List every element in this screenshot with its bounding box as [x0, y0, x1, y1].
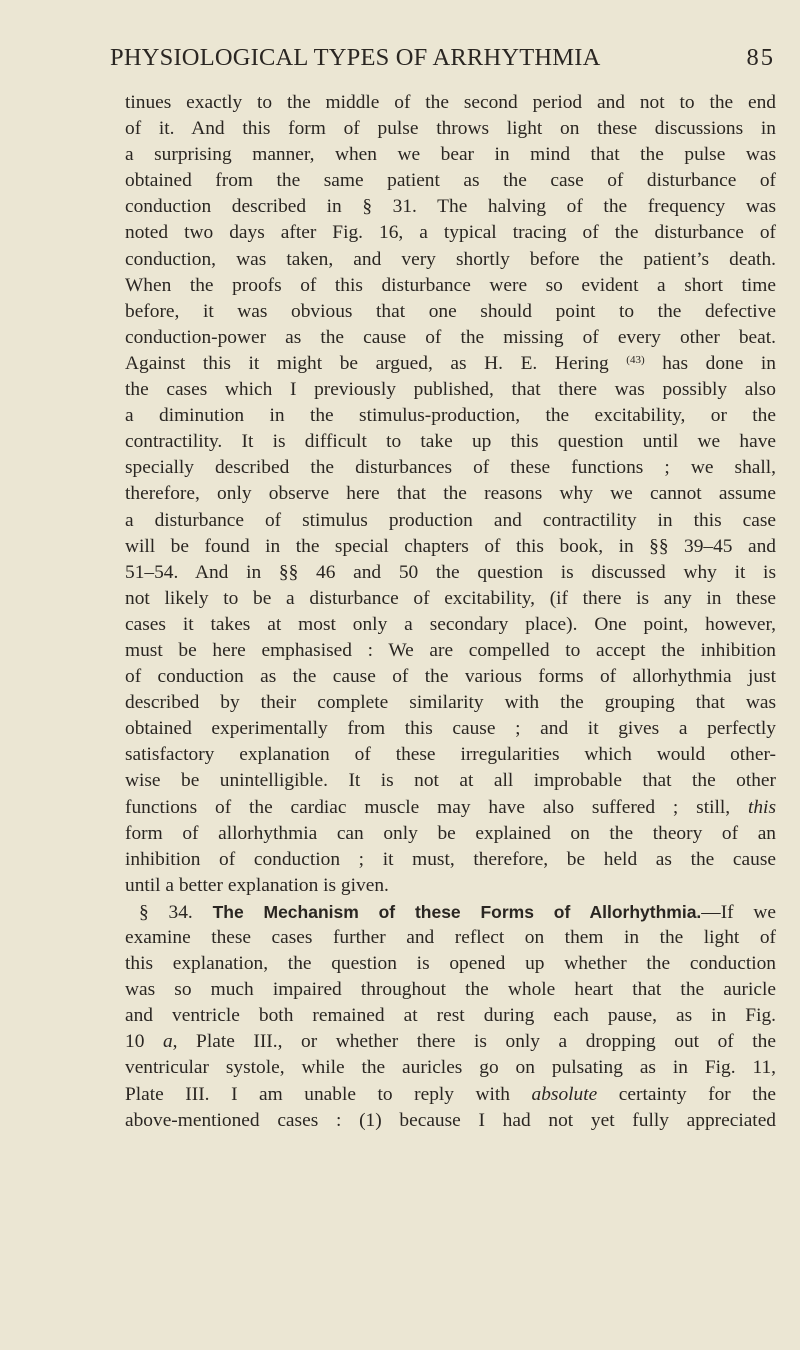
text-fragment: has done in	[644, 352, 776, 374]
text-fragment: functions of the cardiac muscle may have also suffered ; still,	[125, 796, 748, 818]
text-line: conduction described in § 31. The halving of the frequency was	[125, 196, 776, 218]
running-title: PHYSIOLOGICAL TYPES OF ARRHYTHMIA	[110, 44, 601, 71]
text-line: specially described the disturbances of these functions ; we shall,	[125, 457, 776, 479]
text-line: this explanation, the question is opened up whether the conduction	[125, 953, 776, 975]
text-line: and ventricle both remained at rest during each pause, as in Fig.	[125, 1005, 776, 1027]
text-fragment: , Plate III., or whether there is only a dropping out of the	[172, 1031, 776, 1053]
text-line: therefore, only observe here that the reasons why we cannot assume	[125, 483, 776, 505]
text-line	[125, 1082, 776, 1108]
text-line: form of allorhythmia can only be explained on the theory of an	[125, 822, 776, 844]
reference-marker: (43)	[626, 353, 645, 366]
text-line: 51–54. And in §§ 46 and 50 the question is discussed why it is	[125, 561, 776, 583]
text-line: ventricular systole, while the auricles go on pulsating as in Fig. 11,	[125, 1057, 776, 1079]
text-line: until a better explanation is given.	[125, 874, 389, 896]
text-line: of conduction as the cause of the various forms of allorhythmia just	[125, 666, 776, 688]
text-line: wise be unintelligible. It is not at all improbable that the other	[125, 770, 776, 792]
text-line: the cases which I previously published, that there was possibly also	[125, 379, 776, 401]
text-line: a disturbance of stimulus production and contractility in this case	[125, 509, 776, 531]
text-line: cases it takes at most only a secondary place). One point, however,	[125, 613, 776, 635]
text-fragment: Plate III. I am unable to reply with	[125, 1083, 532, 1105]
text-line: not likely to be a disturbance of excitability, (if there is any in these	[125, 587, 776, 609]
text-line: of it. And this form of pulse throws light on these discussions in	[125, 118, 776, 140]
text-fragment: Against this it might be argued, as H. E. Hering	[125, 352, 627, 374]
text-line	[125, 1029, 776, 1055]
text-line: described by their complete similarity with the grouping that was	[125, 692, 776, 714]
text-line	[125, 795, 776, 821]
running-head	[110, 44, 775, 74]
italic-text: this	[747, 796, 776, 818]
text-line: examine these cases further and reflect on them in the light of	[125, 927, 776, 948]
italic-text: absolute	[531, 1083, 598, 1105]
text-line: noted two days after Fig. 16, a typical tracing of the disturbance of	[125, 222, 776, 244]
text-line: conduction, was taken, and very shortly before the patient’s death.	[125, 248, 776, 270]
text-line: conduction-power as the cause of the missing of every other beat.	[125, 326, 776, 348]
body-text	[125, 90, 776, 1134]
text-line: a surprising manner, when we bear in mind that the pulse was	[125, 144, 776, 166]
text-line: was so much impaired throughout the whole heart that the auricle	[125, 979, 776, 1001]
italic-text: a	[162, 1031, 173, 1053]
text-fragment: 10	[125, 1031, 163, 1053]
text-line	[125, 351, 776, 377]
text-line: When the proofs of this disturbance were so evident a short time	[125, 274, 776, 296]
section-heading: The Mechanism of these Forms of Allorhythmia.	[212, 901, 702, 922]
text-line: contractility. It is difficult to take up this question until we have	[125, 431, 776, 453]
text-line: a diminution in the stimulus-production, the excitability, or the	[125, 405, 776, 427]
text-line: above-mentioned cases : (1) because I had not yet fully appreciated	[125, 1109, 776, 1131]
page-number: 85	[746, 44, 775, 71]
text-fragment: —If we	[701, 901, 777, 923]
section-heading-line	[125, 899, 776, 925]
text-line: tinues exactly to the middle of the second period and not to the end	[125, 92, 776, 113]
text-line: satisfactory explanation of these irregularities which would other-	[125, 744, 776, 766]
section-number: § 34.	[139, 901, 193, 923]
text-line: will be found in the special chapters of this book, in §§ 39–45 and	[125, 535, 776, 557]
text-line: obtained experimentally from this cause ; and it gives a perfectly	[125, 718, 776, 740]
text-line: obtained from the same patient as the case of disturbance of	[125, 170, 776, 192]
text-line: inhibition of conduction ; it must, therefore, be held as the cause	[125, 848, 776, 870]
text-line: must be here emphasised : We are compelled to accept the inhibition	[125, 639, 776, 661]
text-line: before, it was obvious that one should point to the defective	[125, 300, 776, 322]
text-fragment: certainty for the	[597, 1083, 776, 1105]
